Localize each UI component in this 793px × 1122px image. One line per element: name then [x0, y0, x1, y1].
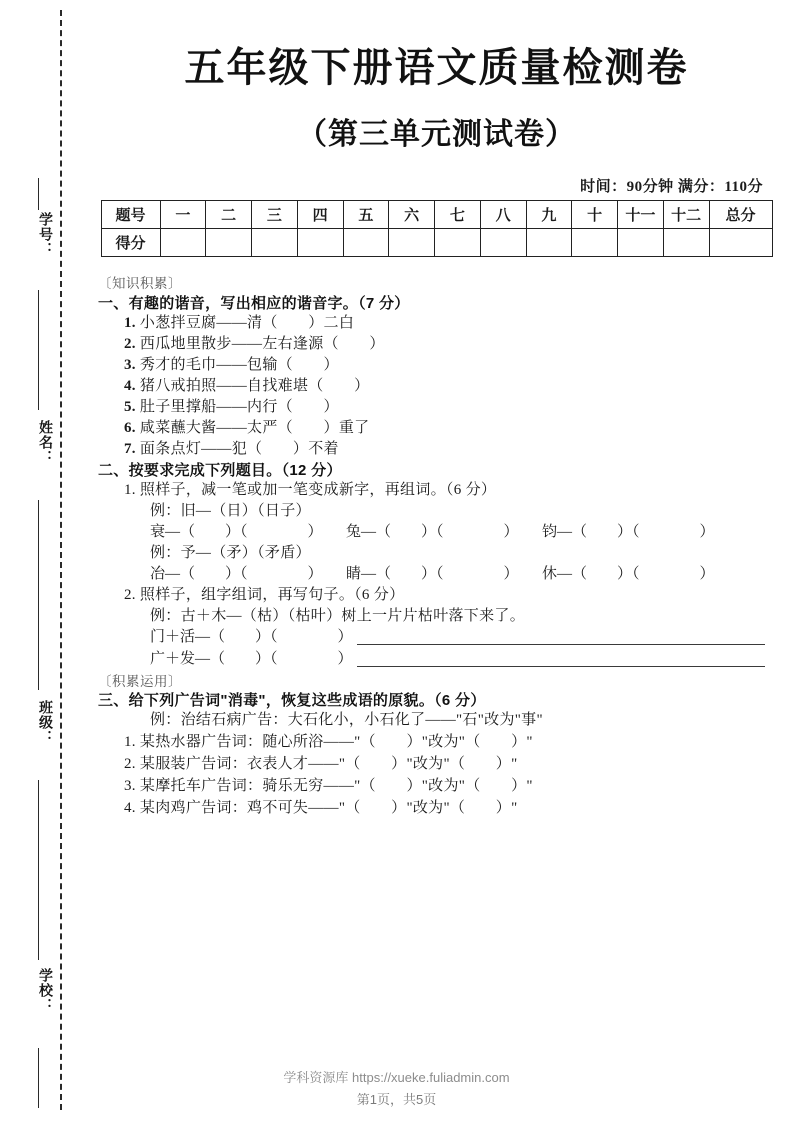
footer-source: 学科资源库 https://xueke.fuliadmin.com — [283, 1070, 510, 1085]
row-label-question-no: 题号 — [101, 201, 160, 229]
col-header-11: 十一 — [618, 201, 664, 229]
question-number: 4. — [124, 800, 136, 816]
margin-label-class: 班级： — [38, 700, 54, 745]
score-cell-10[interactable] — [572, 229, 618, 257]
question-number: 3. — [124, 356, 136, 373]
answer-blank-group[interactable]: 门＋活—（ ）（ ） — [150, 628, 353, 645]
score-cell-4[interactable] — [297, 229, 343, 257]
col-header-10: 十 — [572, 201, 618, 229]
col-header-7: 七 — [435, 201, 481, 229]
question-number: 3. — [124, 778, 136, 794]
question-number: 2. — [124, 335, 136, 352]
score-table-wrapper — [101, 200, 773, 257]
margin-label-school: 学校： — [38, 968, 54, 1013]
question-1-1 — [98, 316, 769, 331]
section-2-title: 二、按要求完成下列题目。（12 分） — [98, 461, 342, 479]
question-number: 2. — [124, 586, 136, 603]
answer-blank-group[interactable]: 睛—（ ）（ ） — [346, 565, 519, 582]
score-cell-9[interactable] — [526, 229, 572, 257]
question-number: 1. — [124, 734, 136, 750]
category-application: 〔积累运用〕 — [98, 673, 182, 689]
score-cell-1[interactable] — [160, 229, 206, 257]
question-text: 照样子，组字组词，再写句子。（6 分） — [139, 586, 405, 603]
margin-label-name: 姓名： — [38, 420, 54, 465]
question-3-4 — [98, 801, 769, 816]
question-text[interactable]: 某热水器广告词：随心所浴——"（ ）"改为"（ ）" — [139, 734, 533, 750]
col-header-3: 三 — [252, 201, 298, 229]
question-1-7 — [98, 442, 769, 457]
score-cell-2[interactable] — [206, 229, 252, 257]
page-title: 五年级下册语文质量检测卷 — [184, 45, 689, 90]
binding-margin-strip — [0, 0, 80, 1122]
example-2-1: 例：旧—（日）（日子） — [150, 502, 311, 519]
answer-line-2-2 — [98, 652, 769, 667]
score-cell-5[interactable] — [343, 229, 389, 257]
col-header-12: 十二 — [663, 201, 709, 229]
col-header-total: 总分 — [709, 201, 772, 229]
col-header-2: 二 — [206, 201, 252, 229]
score-cell-11[interactable] — [618, 229, 664, 257]
footer-page-number: 第1页，共5页 — [356, 1092, 437, 1107]
page-subtitle: （第三单元测试卷） — [297, 118, 576, 151]
question-text: 小葱拌豆腐——清（ ）二白 — [139, 314, 355, 331]
example-2-2: 例：予—（矛）（矛盾） — [150, 544, 311, 561]
category-knowledge: 〔知识积累〕 — [98, 276, 182, 291]
score-cell-6[interactable] — [389, 229, 435, 257]
col-header-8: 八 — [480, 201, 526, 229]
answer-blank-group[interactable]: 衰—（ ）（ ） — [150, 523, 323, 540]
question-3-3 — [98, 779, 769, 794]
margin-label-student-id: 学号： — [38, 212, 54, 257]
col-header-9: 九 — [526, 201, 572, 229]
score-table — [101, 200, 773, 257]
question-text[interactable]: 某服装广告词：衣表人才——"（ ）"改为"（ ）" — [139, 756, 518, 772]
question-number: 1. — [124, 481, 136, 498]
question-number: 7. — [124, 440, 136, 457]
question-1-6 — [98, 421, 769, 436]
answer-write-line[interactable] — [357, 653, 765, 667]
answer-blank-group[interactable]: 冶—（ ）（ ） — [150, 565, 323, 582]
question-text: 照样子，减一笔或加一笔变成新字，再组词。（6 分） — [139, 481, 497, 498]
question-3-1 — [98, 735, 769, 750]
question-number: 1. — [124, 314, 136, 331]
question-number: 5. — [124, 398, 136, 415]
dashed-fold-line — [60, 10, 62, 1110]
score-cell-total[interactable] — [709, 229, 772, 257]
table-row-scores — [101, 229, 772, 257]
question-number: 2. — [124, 756, 136, 772]
example-3-1: 例：治结石病广告：大石化小，小石化了——"石"改为"事" — [150, 712, 543, 728]
row-label-score: 得分 — [101, 229, 160, 257]
seal-line-2 — [38, 290, 39, 410]
answer-blank-group[interactable]: 休—（ ）（ ） — [542, 565, 715, 582]
exam-content — [80, 257, 793, 816]
col-header-1: 一 — [160, 201, 206, 229]
seal-line-1 — [38, 178, 39, 210]
table-row-question-numbers — [101, 201, 772, 229]
question-1-4 — [98, 379, 769, 394]
question-text[interactable]: 某肉鸡广告词：鸡不可失——"（ ）"改为"（ ）" — [139, 800, 518, 816]
exam-meta-info: 时间：90分钟 满分：110分 — [580, 179, 763, 195]
answer-row-2-2 — [98, 567, 769, 582]
answer-blank-group[interactable]: 广＋发—（ ）（ ） — [150, 650, 353, 667]
question-text[interactable]: 某摩托车广告词：骑乐无穷——"（ ）"改为"（ ）" — [139, 778, 533, 794]
section-1-title: 一、有趣的谐音，写出相应的谐音字。（7 分） — [98, 294, 410, 312]
question-number: 4. — [124, 377, 136, 394]
question-2-1 — [98, 483, 769, 498]
example-2-3: 例：古＋木—（枯）（枯叶）树上一片片枯叶落下来了。 — [150, 607, 526, 624]
question-text: 秀才的毛巾——包输（ ） — [139, 356, 339, 373]
question-text: 猪八戒拍照——自找难堪（ ） — [139, 377, 370, 394]
question-3-2 — [98, 757, 769, 772]
score-cell-8[interactable] — [480, 229, 526, 257]
score-cell-7[interactable] — [435, 229, 481, 257]
col-header-6: 六 — [389, 201, 435, 229]
col-header-5: 五 — [343, 201, 389, 229]
answer-blank-group[interactable]: 钧—（ ）（ ） — [542, 523, 715, 540]
question-1-2 — [98, 337, 769, 352]
exam-sheet — [80, 0, 793, 1122]
page-footer — [0, 1067, 793, 1108]
section-3-title: 三、给下列广告词"消毒"，恢复这些成语的原貌。（6 分） — [98, 692, 486, 709]
question-text: 咸菜蘸大酱——太严（ ）重了 — [139, 419, 370, 436]
answer-write-line[interactable] — [357, 631, 765, 645]
question-text: 面条点灯——犯（ ）不着 — [139, 440, 339, 457]
question-text: 肚子里撑船——内行（ ） — [139, 398, 339, 415]
answer-line-2-1 — [98, 630, 769, 645]
answer-row-2-1 — [98, 525, 769, 540]
question-text: 西瓜地里散步——左右逢源（ ） — [139, 335, 385, 352]
seal-line-3 — [38, 500, 39, 690]
question-1-3 — [98, 358, 769, 373]
answer-blank-group[interactable]: 兔—（ ）（ ） — [346, 523, 519, 540]
question-1-5 — [98, 400, 769, 415]
seal-line-4 — [38, 780, 39, 960]
question-number: 6. — [124, 419, 136, 436]
col-header-4: 四 — [297, 201, 343, 229]
question-2-2 — [98, 588, 769, 603]
score-cell-3[interactable] — [252, 229, 298, 257]
score-cell-12[interactable] — [663, 229, 709, 257]
